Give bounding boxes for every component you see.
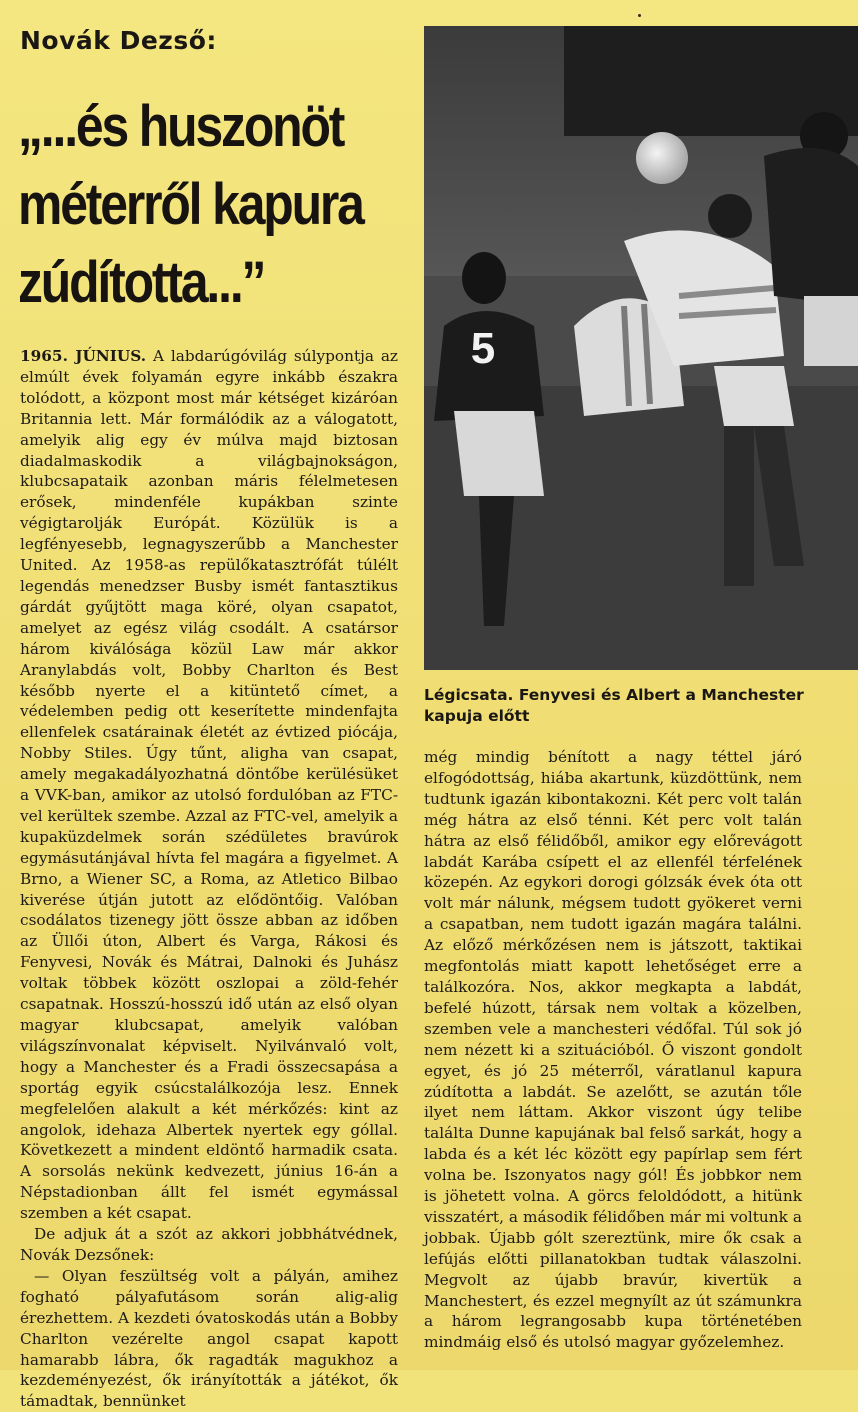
headline-line-2: méterről kapura (18, 172, 363, 237)
headline (18, 88, 362, 322)
article-paragraph-text: A labdarúgóvilág súlypontja az elmúlt évek folyamán egyre inkább északra tolódott, a központ most már kétséget kizáróan Britannia lett. Már formálódik az a válogatott, amelyik alig egy év múlva majd biztosan diadalmaskodik a világbajnokságon, klubcsapataik azonban máris félelmetesen erősek, mindenféle kupákban szinte végigtarolják Európát. Közülük is a legfényesebb, legnagyszerűbb a Manchester United. Az 1958-as repülőkatasztrófát túlélt legendás menedzser Busby ismét fantasztikus gárdát gyűjtött maga köré, olyan csapatot, amelyet az egész világ csodált. A csatársor három kiválósága közül Law már akkor Aranylabdás volt, Bobby Charlton és Best később nyerte el a kitüntető címet, a védelemben pedig ott keserítette mindenfajta ellenfelek csatárainak életét az évtized piócája, Nobby Stiles. Úgy tűnt, aligha van csapat, amely megakadályozhatná döntőbe kerülésüket a VVK-ban, amikor az utolsó fordulóban az FTC-vel kerültek szembe. Azzal az FTC-vel, amelyik a kupaküzdelmek során szédületes bravúrok egymásutánjával hívta fel magára a figyelmet. A Brno, a Wiener SC, a Roma, az Atletico Bilbao kiverése útján jutott az elődöntőig. Valóban csodálatos tizenegy jött össze abban az időben az Üllői úton, Albert és Varga, Rákosi és Fenyvesi, Novák és Mátrai, Dalnoki és Juhász voltak többek között oszlopai a zöld-fehér csapatnak. Hosszú-hosszú idő után az első olyan magyar klubcsapat, amelyik valóban világszínvonalat képviselt. Nyilvánvaló volt, hogy a Manchester és a Fradi összecsapása a sportág egyik csúcstalálkozója lesz. Ennek megfelelően alakult a két mérkőzés: kint az angolok, idehaza Albertek nyertek egy góllal. Következett a mindent eldöntő harmadik csata. A sorsolás nekünk kedvezett, június 16-án a Népstadionban állt fel ismét egymással szemben a két csapat. (20, 347, 398, 1223)
article-column-right (424, 747, 802, 1353)
headline-line-3: zúdította...” (18, 250, 265, 315)
article-paragraph: — Olyan feszültség volt a pályán, amihez fogható pályafutásom során alig-alig érezhettem. A kezdeti óvatoskodás után a Bobby Charlton vezérelte angol csapat kapott hamarabb lábra, ők ragadták magukhoz a kezdeményezést, ők irányították a játékot, ők támadtak, bennünket (20, 1266, 398, 1411)
photo-caption: Légicsata. Fenyvesi és Albert a Manchester kapuja előtt (424, 686, 804, 725)
print-speck (638, 14, 641, 17)
article-paragraph: még mindig bénított a nagy téttel járó elfogódottság, hiába akartunk, küzdöttünk, nem tudtunk igazán kibontakozni. Két perc volt talán még hátra az első ténni. Két perc volt talán hátra az első félidőből, amikor egy előrevágott labdát Karába csípett el az ellenfél térfelének közepén. Az egykori dorogi gólzsák évek óta ott volt már nálunk, mégsem tudott gyökeret verni a csapatban, nem tudott igazán magára találni. Az előző mérkőzésen nem is játszott, taktikai megfontolás miatt kapott lehetőséget erre a találkozóra. Nos, akkor megkapta a labdát, befelé húzott, társak nem voltak a közelben, szemben vele a manchesteri védőfal. Túl sok jó nem nézett ki a szituációból. Ő viszont gondolt egyet, és jó 25 méterről, váratlanul kapura zúdította a labdát. Se azelőtt, se azután tőle ilyet nem láttam. Akkor viszont úgy telibe találta Dunne kapujának bal felső sarkát, hogy a labda és a két léc között egy papírlap sem fért volna be. Iszonyatos nagy gól! És jobbkor nem is jöhetett volna. A görcs feloldódott, a hitünk visszatért, a második félidőben már mi voltunk a jobbak. Újabb gólt szereztünk, mire ők csak a lefújás előtti pillanatokban tudtak válaszolni. Megvolt az újabb bravúr, kivertük a Manchestert, és ezzel megnyílt az út számunkra a három legrangosabb kupa történetében mindmáig első és utolsó magyar győzelemhez. (424, 748, 802, 1352)
article-paragraph (20, 346, 398, 1224)
article-paragraph: De adjuk át a szót az akkori jobbhátvédnek, Novák Dezsőnek: (20, 1225, 398, 1264)
football-photo (424, 26, 858, 670)
jersey-number: 5 (470, 324, 496, 373)
article-lead: 1965. JÚNIUS. (20, 347, 147, 365)
headline-line-1: „...és huszonöt (18, 94, 344, 159)
byline: Novák Dezső: (20, 26, 217, 55)
article-column-left (20, 346, 398, 1412)
